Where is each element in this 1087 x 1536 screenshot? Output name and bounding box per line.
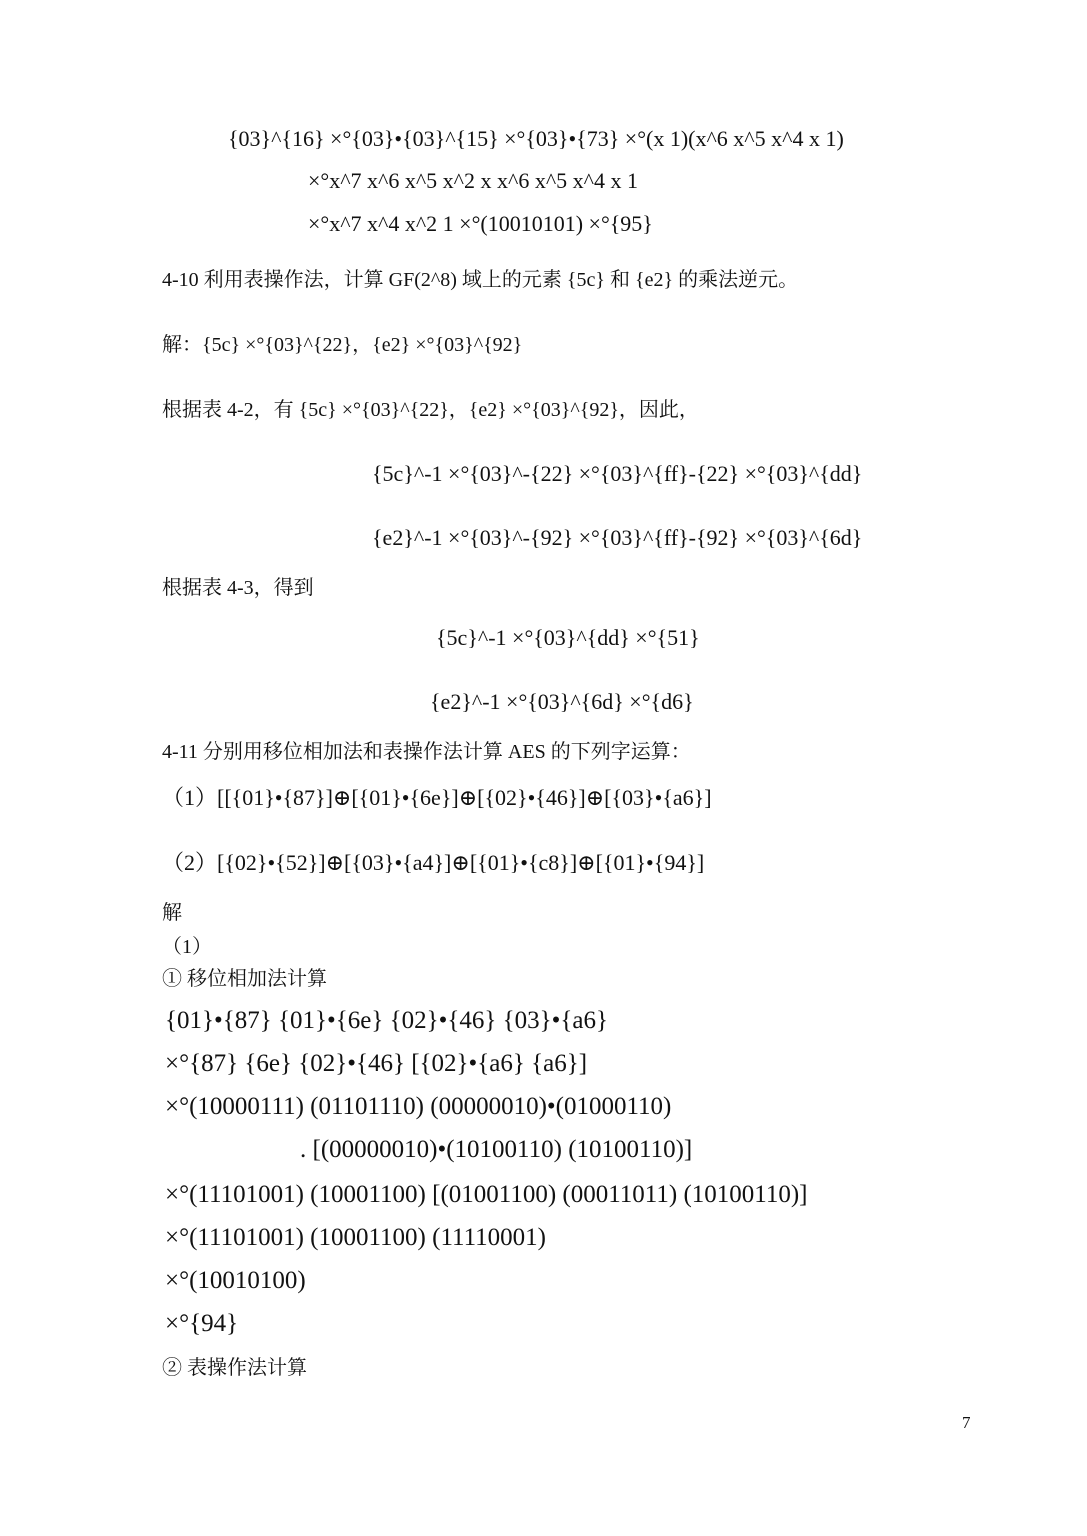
method-table-heading: ② 表操作法计算 [162, 1357, 307, 1379]
calc-line-8: ×°{94} [165, 1310, 239, 1337]
calc-line-7: ×°(10010100) [165, 1267, 306, 1294]
inverse-e2-equation: {e2}^-1 ×°{03}^-{92} ×°{03}^{ff}-{92} ×°{03}^{6d} [372, 525, 863, 550]
problem-4-11-heading: 4-11 分别用移位相加法和表操作法计算 AES 的下列字运算： [162, 741, 691, 763]
calc-line-1: {01}•{87} {01}•{6e} {02}•{46} {03}•{a6} [165, 1007, 608, 1034]
method-shift-add-heading: ① 移位相加法计算 [162, 968, 327, 990]
paragraph-table-4-2: 根据表 4-2，有 {5c} ×°{03}^{22}，{e2} ×°{03}^{92}，因此， [162, 399, 699, 421]
problem-4-11-part-2: （2）[{02}•{52}]⊕[{03}•{a4}]⊕[{01}•{c8}]⊕[{01}•{94}] [162, 850, 705, 875]
page-number: 7 [962, 1413, 971, 1432]
result-5c-inverse: {5c}^-1 ×°{03}^{dd} ×°{51} [436, 625, 700, 650]
problem-4-11-part-1: （1）[[{01}•{87}]⊕[{01}•{6e}]⊕[{02}•{46}]⊕[{03}•{a6}] [162, 785, 712, 810]
calc-line-5: ×°(11101001) (10001100) [(01001100) (00011011) (10100110)] [165, 1181, 808, 1208]
paragraph-table-4-3: 根据表 4-3，得到 [162, 577, 314, 599]
calc-line-2: ×°{87} {6e} {02}•{46} [{02}•{a6} {a6}] [165, 1050, 588, 1077]
problem-4-10-heading: 4-10 利用表操作法，计算 GF(2^8) 域上的元素 {5c} 和 {e2} 的乘法逆元。 [162, 269, 799, 291]
calc-line-6: ×°(11101001) (10001100) (11110001) [165, 1224, 546, 1251]
part-1-label: （1） [162, 936, 212, 958]
result-e2-inverse: {e2}^-1 ×°{03}^{6d} ×°{d6} [430, 689, 694, 714]
solution-label: 解 [162, 902, 182, 924]
equation-line-2: ×°x^7 x^6 x^5 x^2 x x^6 x^5 x^4 x 1 [308, 168, 638, 193]
calc-line-3: ×°(10000111) (01101110) (00000010)•(01000110) [165, 1093, 672, 1120]
solution-4-10: 解：{5c} ×°{03}^{22}，{e2} ×°{03}^{92} [162, 334, 523, 356]
inverse-5c-equation: {5c}^-1 ×°{03}^-{22} ×°{03}^{ff}-{22} ×°{03}^{dd} [372, 461, 863, 486]
equation-line-1: {03}^{16} ×°{03}•{03}^{15} ×°{03}•{73} ×°(x 1)(x^6 x^5 x^4 x 1) [228, 126, 844, 151]
calc-line-4: . [(00000010)•(10100110) (10100110)] [300, 1136, 693, 1163]
equation-line-3: ×°x^7 x^4 x^2 1 ×°(10010101) ×°{95} [308, 211, 653, 236]
